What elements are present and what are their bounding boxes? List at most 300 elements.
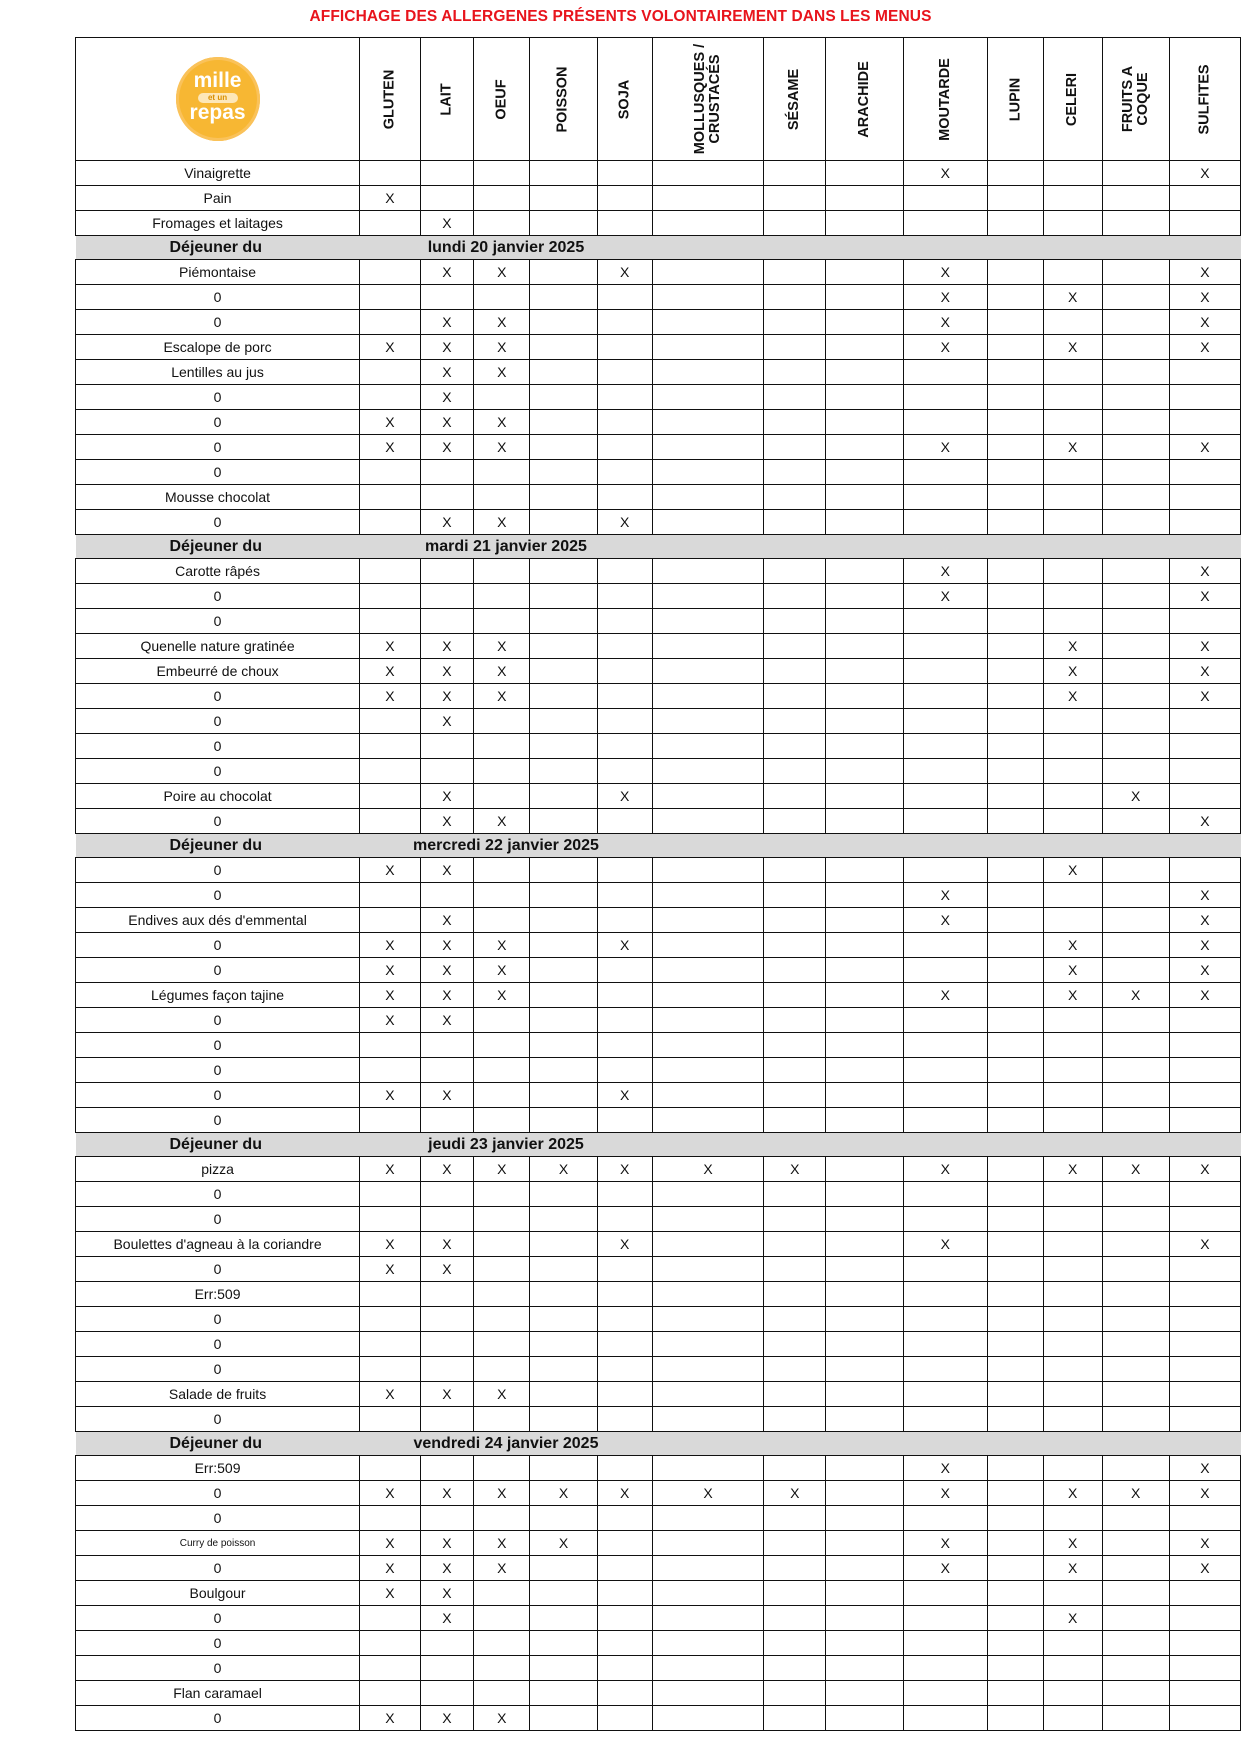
dish-name: 0 xyxy=(76,310,360,335)
dish-name: 0 xyxy=(76,1556,360,1581)
allergen-cell xyxy=(1102,1706,1169,1731)
allergen-cell xyxy=(420,1182,474,1207)
allergen-cell xyxy=(597,759,652,784)
dish-name: Pain xyxy=(76,186,360,211)
allergen-cell: X xyxy=(597,1157,652,1182)
allergen-cell xyxy=(360,784,421,809)
allergen-cell: X xyxy=(360,1481,421,1506)
allergen-cell: X xyxy=(420,335,474,360)
allergen-cell xyxy=(764,1456,826,1481)
allergen-cell xyxy=(1043,310,1102,335)
dish-name: Boulettes d'agneau à la coriandre xyxy=(76,1232,360,1257)
allergen-cell xyxy=(597,1382,652,1407)
allergen-cell xyxy=(1102,858,1169,883)
allergen-cell xyxy=(474,485,530,510)
table-row xyxy=(76,1157,1241,1182)
allergen-cell: X xyxy=(597,1083,652,1108)
allergen-cell xyxy=(597,908,652,933)
allergen-cell xyxy=(764,335,826,360)
column-header-label: SULFITES xyxy=(1196,64,1213,135)
dish-name: Légumes façon tajine xyxy=(76,983,360,1008)
allergen-cell: X xyxy=(652,1481,763,1506)
allergen-cell xyxy=(764,784,826,809)
allergen-cell xyxy=(530,1656,597,1681)
allergen-cell xyxy=(764,609,826,634)
allergen-cell xyxy=(1169,211,1240,236)
allergen-cell xyxy=(903,1581,987,1606)
allergen-cell xyxy=(360,1357,421,1382)
allergen-cell: X xyxy=(530,1531,597,1556)
allergen-cell: X xyxy=(1169,310,1240,335)
allergen-cell: X xyxy=(420,684,474,709)
allergen-cell xyxy=(764,1083,826,1108)
allergen-cell xyxy=(1102,1108,1169,1133)
allergen-cell xyxy=(1102,1531,1169,1556)
allergen-cell xyxy=(826,385,904,410)
allergen-cell xyxy=(987,1307,1043,1332)
allergen-cell xyxy=(764,1357,826,1382)
allergen-cell: X xyxy=(903,1531,987,1556)
allergen-cell xyxy=(1169,510,1240,535)
allergen-cell xyxy=(1102,1382,1169,1407)
allergen-cell xyxy=(530,958,597,983)
allergen-cell xyxy=(1102,1232,1169,1257)
allergen-cell xyxy=(1043,460,1102,485)
allergen-cell xyxy=(1043,609,1102,634)
table-row xyxy=(76,1058,1241,1083)
allergen-cell xyxy=(826,1581,904,1606)
column-header xyxy=(597,38,652,161)
allergen-cell xyxy=(1169,1681,1240,1706)
allergen-cell xyxy=(597,1108,652,1133)
allergen-cell xyxy=(987,1232,1043,1257)
table-row xyxy=(76,1706,1241,1731)
allergen-cell xyxy=(1102,684,1169,709)
table-row xyxy=(76,1332,1241,1357)
allergen-cell xyxy=(652,1033,763,1058)
allergen-cell xyxy=(1043,1357,1102,1382)
allergen-cell: X xyxy=(420,1232,474,1257)
allergen-cell xyxy=(1102,883,1169,908)
day-header-row xyxy=(76,1432,1241,1456)
allergen-cell xyxy=(903,1282,987,1307)
allergen-cell xyxy=(530,485,597,510)
allergen-cell xyxy=(652,559,763,584)
allergen-cell: X xyxy=(1169,1232,1240,1257)
allergen-cell xyxy=(530,933,597,958)
allergen-cell: X xyxy=(597,1481,652,1506)
allergen-cell xyxy=(530,584,597,609)
table-row xyxy=(76,410,1241,435)
dish-name: 0 xyxy=(76,1506,360,1531)
allergen-cell xyxy=(903,1506,987,1531)
allergen-cell xyxy=(1169,1332,1240,1357)
allergen-cell xyxy=(1043,809,1102,834)
allergen-cell xyxy=(360,310,421,335)
allergen-cell: X xyxy=(1169,809,1240,834)
allergen-cell xyxy=(764,285,826,310)
allergen-cell xyxy=(597,584,652,609)
allergen-cell xyxy=(987,1407,1043,1432)
table-row xyxy=(76,958,1241,983)
allergen-cell xyxy=(1043,410,1102,435)
allergen-cell: X xyxy=(1169,883,1240,908)
column-header-label: ARACHIDE xyxy=(856,61,873,138)
allergen-cell xyxy=(826,883,904,908)
allergen-cell xyxy=(597,1681,652,1706)
logo-text-repas: repas xyxy=(189,101,246,124)
allergen-cell: X xyxy=(903,161,987,186)
allergen-cell xyxy=(597,161,652,186)
allergen-cell xyxy=(987,1108,1043,1133)
allergen-cell xyxy=(987,1606,1043,1631)
allergen-cell: X xyxy=(903,335,987,360)
allergen-cell: X xyxy=(474,510,530,535)
allergen-cell xyxy=(652,908,763,933)
allergen-cell xyxy=(826,709,904,734)
allergen-cell: X xyxy=(360,983,421,1008)
allergen-cell xyxy=(1102,1207,1169,1232)
allergen-cell xyxy=(597,1282,652,1307)
allergen-cell: X xyxy=(474,684,530,709)
allergen-cell xyxy=(903,809,987,834)
allergen-cell xyxy=(1102,759,1169,784)
allergen-cell xyxy=(530,1407,597,1432)
table-row xyxy=(76,659,1241,684)
header-row xyxy=(76,38,1241,161)
dish-name: 0 xyxy=(76,435,360,460)
table-row xyxy=(76,310,1241,335)
table-row xyxy=(76,1556,1241,1581)
allergen-cell xyxy=(652,1058,763,1083)
allergen-cell xyxy=(1102,186,1169,211)
day-label: Déjeuner du xyxy=(76,535,360,559)
allergen-cell xyxy=(764,759,826,784)
dish-name: 0 xyxy=(76,1008,360,1033)
table-row xyxy=(76,1182,1241,1207)
allergen-cell xyxy=(826,1207,904,1232)
allergen-cell xyxy=(903,1407,987,1432)
allergen-cell xyxy=(652,385,763,410)
allergen-cell: X xyxy=(597,260,652,285)
allergen-cell: X xyxy=(1169,1456,1240,1481)
allergen-cell xyxy=(1043,385,1102,410)
allergen-cell xyxy=(1102,1606,1169,1631)
allergen-cell: X xyxy=(360,1157,421,1182)
allergen-cell xyxy=(764,1656,826,1681)
allergen-cell: X xyxy=(360,1581,421,1606)
table-row xyxy=(76,1407,1241,1432)
allergen-cell xyxy=(826,1706,904,1731)
dish-name: 0 xyxy=(76,858,360,883)
allergen-cell xyxy=(1169,1008,1240,1033)
allergen-cell xyxy=(652,1681,763,1706)
allergen-cell xyxy=(1169,784,1240,809)
allergen-cell xyxy=(652,734,763,759)
allergen-cell xyxy=(474,1307,530,1332)
allergen-cell xyxy=(826,510,904,535)
day-row-filler xyxy=(652,535,1240,559)
allergen-cell: X xyxy=(474,1481,530,1506)
allergen-cell xyxy=(1043,1706,1102,1731)
allergen-cell xyxy=(360,1606,421,1631)
allergen-cell xyxy=(597,385,652,410)
allergen-cell: X xyxy=(420,1606,474,1631)
allergen-cell xyxy=(987,310,1043,335)
allergen-cell xyxy=(903,385,987,410)
column-header-label: GLUTEN xyxy=(381,69,398,130)
allergen-cell xyxy=(1169,1307,1240,1332)
allergen-cell xyxy=(826,933,904,958)
allergen-cell xyxy=(987,709,1043,734)
allergen-cell xyxy=(764,1033,826,1058)
allergen-cell xyxy=(903,709,987,734)
allergen-cell xyxy=(764,659,826,684)
allergen-cell: X xyxy=(903,1556,987,1581)
allergen-cell xyxy=(1102,410,1169,435)
allergen-cell: X xyxy=(360,435,421,460)
column-header-label: MOLLUSQUES / CRUSTACÉS xyxy=(692,43,724,155)
table-body xyxy=(76,161,1241,1731)
allergen-cell xyxy=(652,958,763,983)
allergen-cell: X xyxy=(1169,908,1240,933)
allergen-cell xyxy=(360,1182,421,1207)
allergen-cell xyxy=(530,510,597,535)
allergen-cell xyxy=(530,1631,597,1656)
allergen-cell xyxy=(987,410,1043,435)
allergen-cell xyxy=(903,659,987,684)
allergen-cell xyxy=(360,1506,421,1531)
column-header-label: OEUF xyxy=(493,79,510,120)
allergen-cell xyxy=(1043,709,1102,734)
allergen-cell xyxy=(764,410,826,435)
allergen-cell xyxy=(987,485,1043,510)
allergen-cell xyxy=(652,759,763,784)
dish-name: 0 xyxy=(76,609,360,634)
allergen-cell xyxy=(530,858,597,883)
allergen-cell xyxy=(597,1332,652,1357)
allergen-cell xyxy=(764,1307,826,1332)
allergen-cell xyxy=(360,1407,421,1432)
allergen-cell xyxy=(903,460,987,485)
allergen-cell xyxy=(1043,559,1102,584)
allergen-cell: X xyxy=(420,1481,474,1506)
allergen-cell: X xyxy=(420,360,474,385)
allergen-cell xyxy=(826,1407,904,1432)
allergen-cell: X xyxy=(420,958,474,983)
allergen-cell xyxy=(1169,734,1240,759)
allergen-cell xyxy=(474,1631,530,1656)
day-date: mardi 21 janvier 2025 xyxy=(360,535,653,559)
allergen-cell xyxy=(652,584,763,609)
allergen-cell xyxy=(530,435,597,460)
table-row xyxy=(76,1631,1241,1656)
allergen-cell xyxy=(764,211,826,236)
day-date: vendredi 24 janvier 2025 xyxy=(360,1432,653,1456)
allergen-cell xyxy=(1169,460,1240,485)
allergen-cell xyxy=(826,609,904,634)
allergen-cell: X xyxy=(1043,933,1102,958)
allergen-cell xyxy=(987,1382,1043,1407)
allergen-cell xyxy=(360,883,421,908)
allergen-cell: X xyxy=(1043,1556,1102,1581)
allergen-cell xyxy=(360,385,421,410)
allergen-cell: X xyxy=(903,285,987,310)
table-row xyxy=(76,1357,1241,1382)
allergen-cell xyxy=(1043,1382,1102,1407)
allergen-cell xyxy=(360,510,421,535)
allergen-cell xyxy=(360,1332,421,1357)
column-header xyxy=(826,38,904,161)
allergen-cell: X xyxy=(474,1157,530,1182)
allergen-cell xyxy=(987,1033,1043,1058)
allergen-cell: X xyxy=(1102,784,1169,809)
allergen-cell xyxy=(530,1307,597,1332)
allergen-cell xyxy=(826,759,904,784)
allergen-cell xyxy=(764,435,826,460)
allergen-cell xyxy=(987,1058,1043,1083)
dish-name: 0 xyxy=(76,1033,360,1058)
dish-name: Boulgour xyxy=(76,1581,360,1606)
allergen-cell: X xyxy=(474,310,530,335)
allergen-cell: X xyxy=(420,1257,474,1282)
allergen-cell xyxy=(474,709,530,734)
allergen-cell: X xyxy=(360,1232,421,1257)
allergen-cell xyxy=(1102,709,1169,734)
allergen-cell xyxy=(764,310,826,335)
allergen-cell xyxy=(652,858,763,883)
allergen-cell xyxy=(1169,1407,1240,1432)
allergen-cell xyxy=(420,485,474,510)
allergen-cell: X xyxy=(903,1456,987,1481)
dish-name: 0 xyxy=(76,1332,360,1357)
allergen-cell xyxy=(764,1282,826,1307)
column-header-label: SÉSAME xyxy=(786,68,803,131)
allergen-cell xyxy=(987,933,1043,958)
allergen-cell xyxy=(360,609,421,634)
allergen-cell xyxy=(826,1157,904,1182)
allergen-cell xyxy=(764,684,826,709)
allergen-cell xyxy=(1043,161,1102,186)
day-header-row xyxy=(76,535,1241,559)
allergen-cell xyxy=(826,460,904,485)
allergen-cell xyxy=(826,360,904,385)
allergen-cell xyxy=(1043,1307,1102,1332)
allergen-cell: X xyxy=(1043,659,1102,684)
allergen-cell: X xyxy=(1169,659,1240,684)
table-row xyxy=(76,260,1241,285)
allergen-cell xyxy=(360,1058,421,1083)
dish-name: 0 xyxy=(76,958,360,983)
allergen-cell xyxy=(420,559,474,584)
allergen-cell xyxy=(903,1357,987,1382)
allergen-cell xyxy=(1169,1656,1240,1681)
allergen-cell xyxy=(826,1606,904,1631)
dish-name: 0 xyxy=(76,933,360,958)
allergen-cell xyxy=(597,1706,652,1731)
allergen-cell xyxy=(360,1631,421,1656)
allergen-cell xyxy=(764,1382,826,1407)
dish-name: Carotte râpés xyxy=(76,559,360,584)
allergen-cell xyxy=(987,1456,1043,1481)
allergen-cell: X xyxy=(1102,983,1169,1008)
allergen-cell xyxy=(420,1631,474,1656)
allergen-cell xyxy=(1102,1681,1169,1706)
allergen-cell: X xyxy=(420,1556,474,1581)
allergen-cell xyxy=(1043,759,1102,784)
allergen-cell xyxy=(1102,1282,1169,1307)
allergen-cell xyxy=(1102,1407,1169,1432)
allergen-cell: X xyxy=(420,1382,474,1407)
allergen-cell xyxy=(530,734,597,759)
allergen-cell: X xyxy=(1043,435,1102,460)
allergen-cell xyxy=(826,1257,904,1282)
dish-name: Mousse chocolat xyxy=(76,485,360,510)
dish-name: Endives aux dés d'emmental xyxy=(76,908,360,933)
allergen-cell: X xyxy=(903,1157,987,1182)
allergen-cell xyxy=(1043,1407,1102,1432)
allergen-cell xyxy=(474,460,530,485)
column-header-label: CELERI xyxy=(1064,72,1081,127)
allergen-cell xyxy=(530,908,597,933)
allergen-cell xyxy=(530,161,597,186)
dish-name: 0 xyxy=(76,410,360,435)
dish-name: 0 xyxy=(76,709,360,734)
allergen-cell: X xyxy=(420,1581,474,1606)
allergen-cell xyxy=(1102,1506,1169,1531)
allergen-cell xyxy=(1043,1332,1102,1357)
allergen-cell xyxy=(903,1606,987,1631)
allergen-cell xyxy=(826,1357,904,1382)
allergen-cell xyxy=(1043,1506,1102,1531)
allergen-cell xyxy=(597,983,652,1008)
allergen-cell xyxy=(1102,460,1169,485)
allergen-cell xyxy=(474,1456,530,1481)
allergen-cell xyxy=(597,485,652,510)
allergen-cell xyxy=(1102,659,1169,684)
table-row xyxy=(76,1257,1241,1282)
allergen-cell xyxy=(420,161,474,186)
allergen-cell xyxy=(1169,1083,1240,1108)
allergen-cell xyxy=(1169,1182,1240,1207)
allergen-cell xyxy=(764,1008,826,1033)
allergen-cell xyxy=(420,759,474,784)
allergen-cell xyxy=(360,260,421,285)
allergen-cell xyxy=(987,734,1043,759)
allergen-cell xyxy=(652,1332,763,1357)
allergen-cell xyxy=(1043,1182,1102,1207)
allergen-cell xyxy=(530,684,597,709)
allergen-cell xyxy=(1102,211,1169,236)
allergen-cell xyxy=(597,684,652,709)
column-header xyxy=(530,38,597,161)
allergen-cell xyxy=(903,759,987,784)
allergen-cell: X xyxy=(1043,684,1102,709)
allergen-cell xyxy=(474,161,530,186)
dish-name: 0 xyxy=(76,684,360,709)
allergen-cell xyxy=(652,983,763,1008)
allergen-cell xyxy=(826,285,904,310)
allergen-cell xyxy=(1102,285,1169,310)
dish-name: 0 xyxy=(76,1407,360,1432)
allergen-cell xyxy=(826,634,904,659)
allergen-cell xyxy=(903,1257,987,1282)
allergen-cell: X xyxy=(1043,335,1102,360)
allergen-cell: X xyxy=(474,410,530,435)
allergen-cell: X xyxy=(360,659,421,684)
mille-et-un-repas-logo xyxy=(176,57,260,141)
allergen-cell xyxy=(764,161,826,186)
